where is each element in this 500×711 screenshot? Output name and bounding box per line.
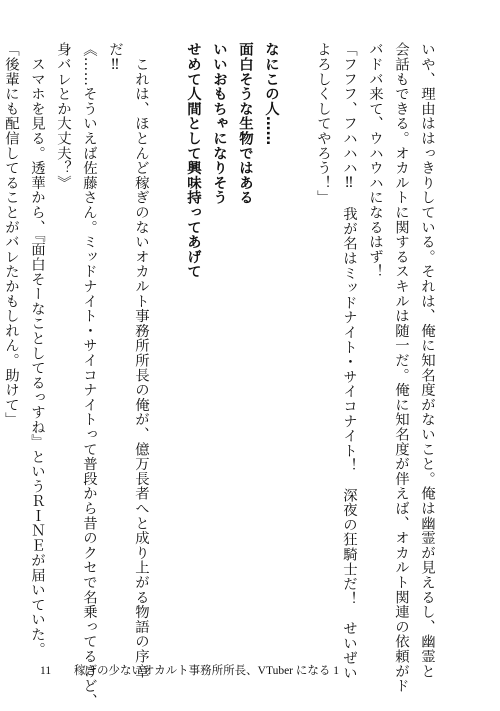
chat-comment-line: なにこの人…… <box>263 42 279 146</box>
body-text-line: だ‼ <box>107 42 123 74</box>
body-text-line: 身バレとか大丈夫？》 <box>55 42 71 190</box>
chat-comment-line: 面白そうな生物ではある <box>237 42 253 205</box>
body-text-line: 「フフフ、フハハハ‼ 我が名はミッドナイト・サイコナイト！ 深夜の狂騎士だ！ せいぜい <box>341 42 357 680</box>
body-text-line: これは、ほとんど稼ぎのないオカルト事務所所長の俺が、億万長者へと成り上がる物語の序章 <box>133 42 149 679</box>
page-footer <box>40 662 339 678</box>
blank-column <box>154 42 180 602</box>
chat-comment-line: せめて人間として興味持ってあげて <box>185 42 201 279</box>
chat-comment-line: いいおもちゃになりそう <box>211 42 227 205</box>
body-text-line: 会話もできる。オカルトに関するスキルは随一だ。俺に知名度が伴えば、オカルト関連の依頼がド <box>393 42 409 694</box>
body-text-line: 「後輩にも配信してることがバレたかもしれん。助けて」 <box>3 42 19 427</box>
body-text-line: いや、理由ははっきりしている。それは、俺に知名度がないこと。俺は幽霊が見えるし、幽霊と <box>419 42 435 679</box>
body-text-line: スマホを見る。透華から、『面白そーなことしてるっすね』というＲＩＮＥが届いていた。 <box>29 42 45 657</box>
body-text-line: よろしくしてやろう！」 <box>315 42 331 205</box>
body-text-line: 《……そういえば佐藤さん。ミッドナイト・サイコナイトって普段から昔のクセで名乗ってるけど、 <box>81 42 97 708</box>
body-text-line: バドバ来て、ウハウハになるはず！ <box>367 42 383 279</box>
book-title: 稼ぎの少ないオカルト事務所所長、VTuber になる 1 <box>74 665 340 677</box>
page-number: 11 <box>40 665 52 677</box>
blank-column <box>284 42 310 602</box>
